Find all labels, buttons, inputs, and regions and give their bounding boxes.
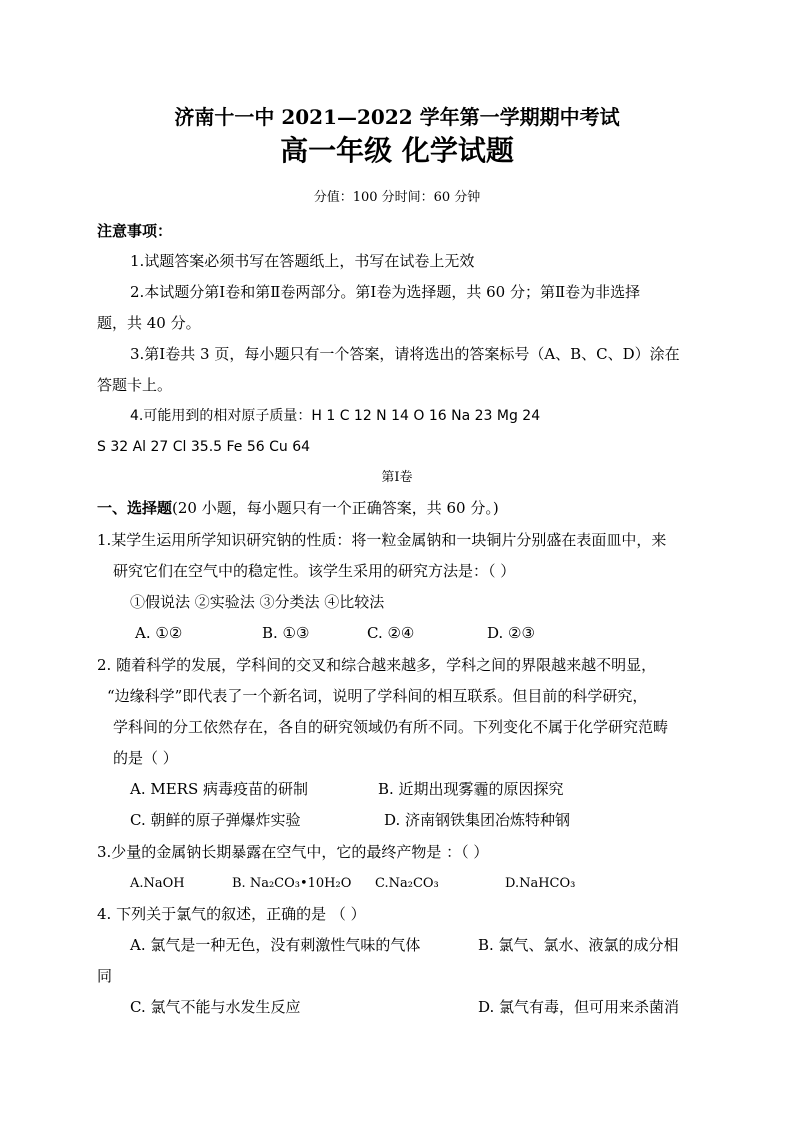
q3-option-a: A.NaOH: [130, 876, 185, 891]
q4-option-d: D. 氯气有毒，但可用来杀菌消: [478, 998, 680, 1016]
q3-option-c: C.Na₂CO₃: [375, 876, 439, 891]
q1-option-c: C. ②④: [367, 624, 415, 642]
section-heading-rest: (20 小题，每小题只有一个正确答案，共 60 分。): [172, 499, 499, 517]
q2-line-3: 学科间的分工依然存在，各自的研究领域仍有所不同。下列变化不属于化学研究范畴: [113, 718, 669, 736]
q3-line-1: 3.少量的金属钠长期暴露在空气中，它的最终产物是 ：（ ）: [97, 843, 489, 861]
q2-option-d: D. 济南钢铁集团冶炼特种钢: [384, 811, 571, 829]
volume-label: 第Ⅰ卷: [381, 470, 413, 485]
q2-line-4: 的是（ ）: [113, 749, 178, 767]
q1-option-d: D. ②③: [487, 624, 535, 642]
section-heading: [97, 498, 499, 518]
q1-option-a: A. ①②: [135, 624, 183, 642]
exam-title: 济南十一中 2021—2022 学年第一学期期中考试: [174, 105, 620, 129]
q2-option-b: B. 近期出现雾霾的原因探究: [378, 780, 564, 798]
notice-item-2: 2.本试题分第Ⅰ卷和第Ⅱ卷两部分。第Ⅰ卷为选择题，共 60 分；第Ⅱ卷为非选择: [130, 283, 641, 301]
q3-option-d: D.NaHCO₃: [505, 876, 576, 891]
q1-option-b: B. ①③: [262, 624, 310, 642]
notice-item-3-cont: 答题卡上。: [97, 376, 173, 394]
q4-option-b-cont: 同: [97, 967, 113, 985]
notice-item-1: 1.试题答案必须书写在答题纸上，书写在试卷上无效: [130, 252, 475, 270]
notice-item-3: 3.第Ⅰ卷共 3 页，每小题只有一个答案，请将选出的答案标号（A、B、C、D）涂在: [130, 345, 680, 363]
q4-option-c: C. 氯气不能与水发生反应: [130, 998, 301, 1016]
q2-option-c: C. 朝鲜的原子弹爆炸实验: [130, 811, 301, 829]
q2-line-1: 2. 随着科学的发展，学科间的交叉和综合越来越多，学科之间的界限越来越不明显，: [97, 656, 657, 674]
q4-option-b: B. 氯气、氯水、液氯的成分相: [478, 936, 679, 954]
notice-heading: 注意事项：: [97, 222, 173, 240]
q2-line-2: “边缘科学”即代表了一个新名词，说明了学科间的相互联系。但目前的科学研究，: [107, 687, 648, 705]
notice-item-2-cont: 题，共 40 分。: [97, 314, 201, 332]
section-heading-bold: 一、选择题: [97, 499, 173, 517]
q1-line-2: 研究它们在空气中的稳定性。该学生采用的研究方法是：（ ）: [113, 562, 516, 580]
q4-option-a: A. 氯气是一种无色，没有刺激性气味的气体: [130, 936, 421, 954]
exam-subtitle: 高一年级 化学试题: [280, 134, 514, 167]
q1-line-1: 1.某学生运用所学知识研究钠的性质：将一粒金属钠和一块铜片分别盛在表面皿中，来: [97, 531, 667, 549]
q4-line-1: 4. 下列关于氯气的叙述，正确的是 （ ）: [97, 905, 366, 923]
q3-option-b: B. Na₂CO₃•10H₂O: [232, 876, 352, 891]
exam-meta: 分值：100 分时间：60 分钟: [313, 190, 481, 205]
notice-item-4-cont: S 32 Al 27 Cl 35.5 Fe 56 Cu 64: [97, 439, 311, 455]
q2-option-a: A. MERS 病毒疫苗的研制: [130, 780, 309, 798]
notice-item-4: 4.可能用到的相对原子质量：H 1 C 12 N 14 O 16 Na 23 Mg 24: [130, 408, 541, 424]
q1-methods: ①假说法 ②实验法 ③分类法 ④比较法: [130, 593, 385, 611]
